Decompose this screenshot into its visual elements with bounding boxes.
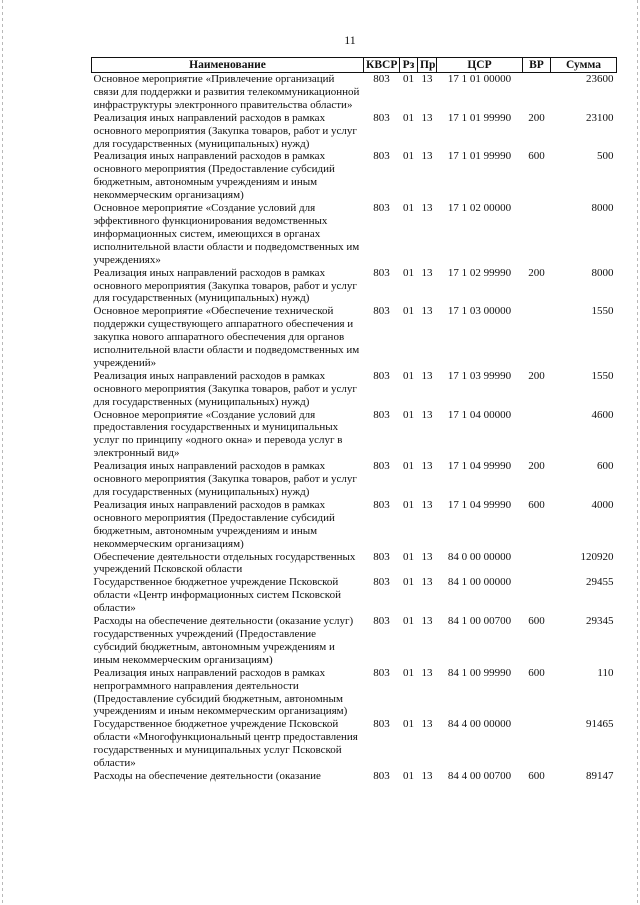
cell-sum: 600 (597, 460, 614, 473)
cell-kvsr: 803 (373, 666, 390, 679)
table-header-row (92, 58, 617, 73)
cell-sum: 8000 (591, 266, 614, 279)
header-pr: Пр (418, 58, 437, 73)
cell-vr: 200 (528, 111, 545, 124)
cell-pr: 13 (421, 615, 433, 628)
cell-kvsr: 803 (373, 769, 390, 782)
table-row (92, 718, 617, 770)
header-kvsr: КВСР (364, 58, 400, 73)
cell-csr: 17 1 04 99990 (447, 460, 512, 473)
cell-name: Государственное бюджетное учреждение Псковской области «Многофункциональный центр предоставления государственных и муниципальных услуг Псковской области» (93, 718, 358, 770)
cell-vr: 200 (528, 369, 545, 382)
scan-edge-right (637, 0, 638, 905)
cell-kvsr: 803 (373, 718, 390, 731)
cell-vr: 600 (528, 769, 545, 782)
cell-rz: 01 (403, 266, 414, 279)
cell-kvsr: 803 (373, 615, 390, 628)
cell-name: Реализация иных направлений расходов в рамках основного мероприятия (Закупка товаров, работ и услуг для государственных (муниципальных) нужд) (93, 460, 357, 498)
table-row (92, 150, 617, 202)
cell-rz: 01 (403, 498, 414, 511)
cell-kvsr: 803 (373, 111, 390, 124)
cell-pr: 13 (421, 305, 433, 318)
cell-rz: 01 (403, 202, 414, 215)
cell-rz: 01 (403, 718, 414, 731)
cell-sum: 1550 (591, 369, 614, 382)
cell-csr: 17 1 03 00000 (447, 305, 512, 318)
table-row (92, 73, 617, 112)
cell-csr: 84 1 00 99990 (447, 666, 512, 679)
cell-csr: 17 1 01 00000 (447, 73, 512, 85)
cell-vr: 600 (528, 498, 545, 511)
table-row (92, 370, 617, 409)
cell-kvsr: 803 (373, 460, 390, 473)
cell-csr: 17 1 02 00000 (447, 202, 512, 215)
cell-csr: 84 4 00 00000 (447, 718, 512, 731)
cell-csr: 17 1 01 99990 (447, 111, 512, 124)
table-row (92, 460, 617, 499)
cell-rz: 01 (403, 576, 414, 589)
cell-rz: 01 (403, 666, 414, 679)
table-row (92, 667, 617, 719)
cell-rz: 01 (403, 111, 414, 124)
table-row (92, 615, 617, 667)
cell-rz: 01 (403, 550, 414, 563)
cell-pr: 13 (421, 460, 433, 473)
cell-kvsr: 803 (373, 305, 390, 318)
cell-rz: 01 (403, 615, 414, 628)
cell-pr: 13 (421, 408, 433, 421)
cell-vr: 200 (528, 266, 545, 279)
cell-pr: 13 (421, 498, 433, 511)
table-row (92, 551, 617, 577)
cell-kvsr: 803 (373, 150, 390, 163)
cell-name: Реализация иных направлений расходов в рамках основного мероприятия (Предоставление субсидий бюджетным, автономным учреждениям и иным некоммерческим организациям) (93, 498, 335, 550)
cell-rz: 01 (403, 769, 414, 782)
cell-vr: 600 (528, 666, 545, 679)
cell-vr: 600 (528, 615, 545, 628)
cell-name: Обеспечение деятельности отдельных государственных учреждений Псковской области (93, 550, 356, 576)
cell-csr: 17 1 04 00000 (447, 408, 512, 421)
cell-pr: 13 (421, 369, 433, 382)
scan-edge-left (2, 0, 3, 905)
cell-sum: 23600 (586, 73, 614, 85)
table-row (92, 499, 617, 551)
cell-name: Основное мероприятие «Создание условий для предоставления государственных и муниципальных услуг по принципу «одного окна» и перевода услуг в электронный вид» (93, 408, 343, 460)
cell-rz: 01 (403, 408, 414, 421)
cell-kvsr: 803 (373, 73, 390, 85)
cell-kvsr: 803 (373, 576, 390, 589)
header-vr: ВР (523, 58, 551, 73)
cell-csr: 84 1 00 00700 (447, 615, 512, 628)
cell-pr: 13 (421, 550, 433, 563)
cell-pr: 13 (421, 769, 433, 782)
cell-vr (523, 73, 551, 112)
header-csr: ЦСР (437, 58, 523, 73)
cell-sum: 29345 (586, 615, 614, 628)
cell-vr (523, 409, 551, 461)
cell-rz: 01 (403, 150, 414, 163)
header-rz: Рз (400, 58, 418, 73)
cell-name: Реализация иных направлений расходов в рамках непрограммного направления деятельности (Предоставление субсидий бюджетным, автономным учреждениям и иным некоммерческим организациям) (93, 666, 348, 718)
cell-vr: 600 (528, 150, 545, 163)
cell-pr: 13 (421, 266, 433, 279)
table-row (92, 202, 617, 267)
cell-vr (523, 718, 551, 770)
cell-rz: 01 (403, 305, 414, 318)
cell-name: Реализация иных направлений расходов в рамках основного мероприятия (Предоставление субсидий бюджетным, автономным учреждениям и иным некоммерческим организациям) (93, 150, 335, 202)
cell-sum: 110 (597, 666, 614, 679)
cell-sum: 4600 (591, 408, 614, 421)
table-row (92, 576, 617, 615)
table-row (92, 305, 617, 370)
cell-kvsr: 803 (373, 266, 390, 279)
cell-csr: 17 1 01 99990 (447, 150, 512, 163)
cell-name: Государственное бюджетное учреждение Псковской области «Центр информационных систем Псковской области» (93, 576, 341, 615)
cell-name: Реализация иных направлений расходов в рамках основного мероприятия (Закупка товаров, работ и услуг для государственных (муниципальных) нужд) (93, 266, 357, 305)
cell-kvsr: 803 (373, 202, 390, 215)
cell-name: Основное мероприятие «Привлечение организаций связи для поддержки и развития телекоммуникационной инфраструктуры электронного правительства области» (93, 73, 360, 111)
cell-pr: 13 (421, 666, 433, 679)
cell-csr: 17 1 03 99990 (447, 369, 512, 382)
cell-csr: 84 1 00 00000 (447, 576, 512, 589)
cell-sum: 120920 (580, 550, 614, 563)
cell-sum: 29455 (586, 576, 614, 589)
cell-csr: 17 1 04 99990 (447, 498, 512, 511)
cell-sum: 89147 (586, 769, 614, 782)
header-name: Наименование (92, 58, 364, 73)
cell-pr: 13 (421, 576, 433, 589)
cell-kvsr: 803 (373, 550, 390, 563)
header-sum: Сумма (551, 58, 617, 73)
cell-vr: 200 (528, 460, 545, 473)
cell-sum: 1550 (591, 305, 614, 318)
cell-vr (523, 551, 551, 577)
cell-pr: 13 (421, 202, 433, 215)
cell-csr: 17 1 02 99990 (447, 266, 512, 279)
cell-kvsr: 803 (373, 408, 390, 421)
cell-vr (523, 576, 551, 615)
budget-table (91, 57, 617, 783)
cell-pr: 13 (421, 150, 433, 163)
cell-rz: 01 (403, 73, 414, 85)
cell-name: Расходы на обеспечение деятельности (оказание (93, 769, 321, 782)
cell-sum: 8000 (591, 202, 614, 215)
cell-sum: 91465 (586, 718, 614, 731)
cell-vr (523, 305, 551, 370)
cell-pr: 13 (421, 73, 433, 85)
cell-csr: 84 0 00 00000 (447, 550, 512, 563)
cell-name: Основное мероприятие «Создание условий для эффективного функционирования ведомственных информационных систем, имеющихся в органах исполнительной власти области и подведомственных им учреждениях» (93, 202, 360, 266)
cell-pr: 13 (421, 111, 433, 124)
cell-vr (523, 202, 551, 267)
cell-pr: 13 (421, 718, 433, 731)
cell-csr: 84 4 00 00700 (447, 769, 512, 782)
table-row (92, 770, 617, 783)
cell-sum: 4000 (591, 498, 614, 511)
table-body (92, 73, 617, 783)
cell-sum: 500 (597, 150, 614, 163)
table-row (92, 409, 617, 461)
page-number: 11 (344, 33, 356, 47)
cell-kvsr: 803 (373, 369, 390, 382)
cell-name: Основное мероприятие «Обеспечение технической поддержки существующего аппаратного обеспечения и закупка нового аппаратного обеспечения для органов исполнительной власти области и подведомственных им учреждений» (93, 305, 360, 369)
cell-name: Реализация иных направлений расходов в рамках основного мероприятия (Закупка товаров, работ и услуг для государственных (муниципальных) нужд) (93, 369, 357, 408)
cell-name: Реализация иных направлений расходов в рамках основного мероприятия (Закупка товаров, работ и услуг для государственных (муниципальных) нужд) (93, 111, 357, 150)
cell-kvsr: 803 (373, 498, 390, 511)
table-row (92, 267, 617, 306)
cell-name: Расходы на обеспечение деятельности (оказание услуг) государственных учреждений (Предоставление субсидий бюджетным, автономным учреждениям и иным некоммерческим организациям) (93, 615, 354, 666)
cell-rz: 01 (403, 369, 414, 382)
cell-rz: 01 (403, 460, 414, 473)
table-row (92, 112, 617, 151)
cell-sum: 23100 (586, 111, 614, 124)
